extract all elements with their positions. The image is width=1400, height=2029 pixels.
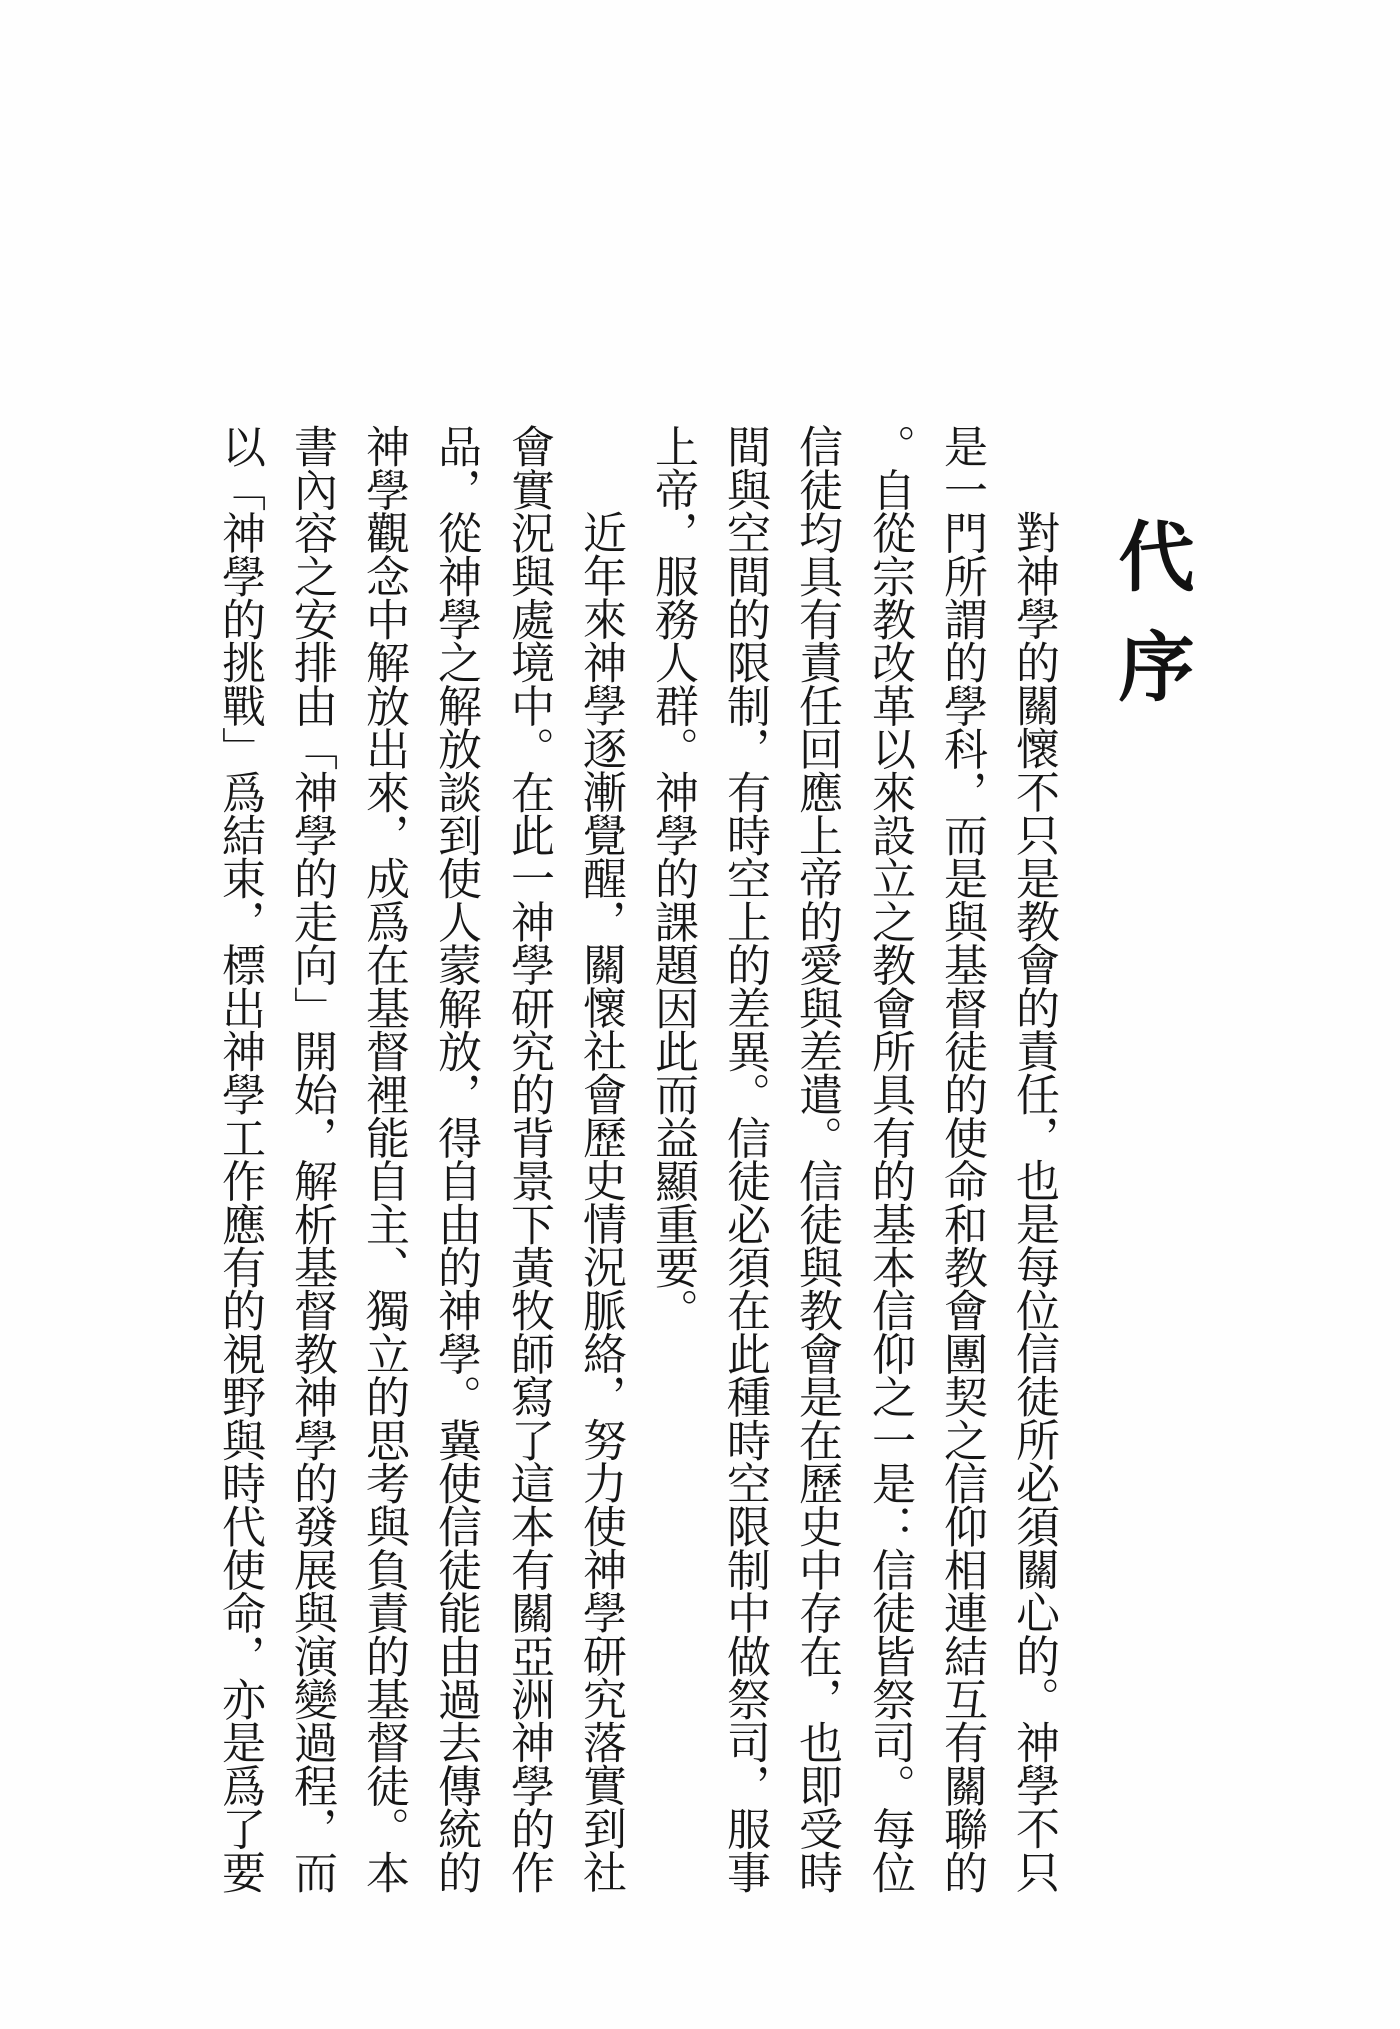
paragraph-1-line-4: 信徒均具有責任回應上帝的愛與差遣。信徒與教會是在歷史中存在，也即受時	[791, 424, 842, 1893]
paragraph-2-line-1: 近年來神學逐漸覺醒，關懷社會歷史情況脈絡，努力使神學研究落實到社	[575, 510, 626, 1893]
page-title: 代序	[1106, 517, 1195, 737]
paragraph-1-line-3: 。自從宗教改革以來設立之教會所具有的基本信仰之一是：信徒皆祭司。每位	[864, 424, 915, 1893]
paragraph-2-line-4: 神學觀念中解放出來，成爲在基督裡能自主、獨立的思考與負責的基督徒。本	[358, 424, 409, 1893]
paragraph-2-line-5: 書內容之安排由「神學的走向」開始，解析基督教神學的發展與演變過程，而	[286, 424, 337, 1893]
paragraph-1-line-6: 上帝，服務人群。神學的課題因此而益顯重要。	[647, 424, 698, 1332]
paragraph-2-line-2: 會實況與處境中。在此一神學研究的背景下黃牧師寫了這本有關亞洲神學的作	[503, 424, 554, 1893]
paragraph-1-line-2: 是一門所謂的學科，而是與基督徒的使命和教會團契之信仰相連結互有關聯的	[936, 424, 987, 1893]
paragraph-1-line-1: 對神學的關懷不只是教會的責任，也是每位信徒所必須關心的。神學不只	[1008, 510, 1059, 1893]
paragraph-2-line-3: 品，從神學之解放談到使人蒙解放，得自由的神學。冀使信徒能由過去傳統的	[430, 424, 481, 1893]
paragraph-1-line-5: 間與空間的限制，有時空上的差異。信徒必須在此種時空限制中做祭司，服事	[719, 424, 770, 1893]
paragraph-2-line-6: 以「神學的挑戰」爲結束，標出神學工作應有的視野與時代使命，亦是爲了要	[214, 424, 265, 1893]
